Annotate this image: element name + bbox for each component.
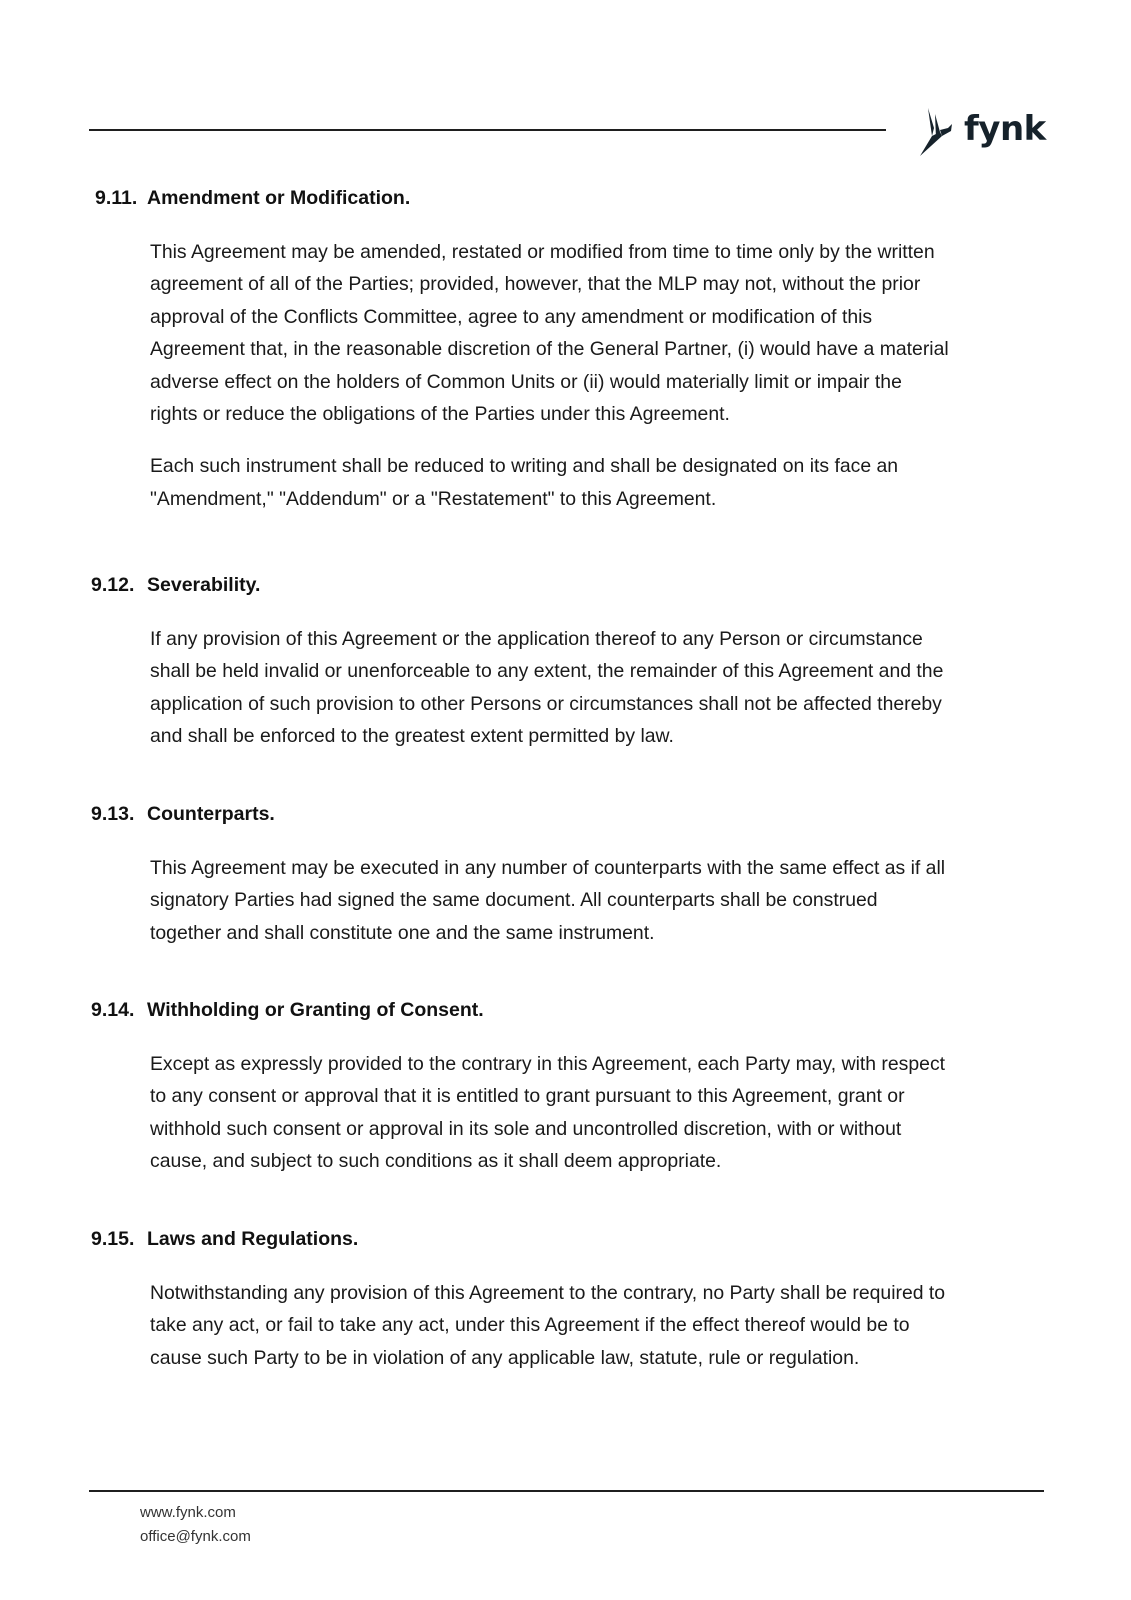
section-number: 9.13.: [91, 803, 135, 825]
section-title: Counterparts.: [147, 803, 275, 825]
paragraph: [89, 450, 1049, 515]
text-line: "Amendment," "Addendum" or a "Restatement" to this Agreement.: [150, 487, 717, 510]
brand-logo: [918, 104, 1046, 160]
paragraph: [89, 1048, 1049, 1178]
section-9-15: [89, 1227, 1049, 1374]
section-number: 9.14.: [91, 999, 135, 1021]
bird-logo-icon: [918, 106, 958, 158]
text-line: approval of the Conflicts Committee, agree to any amendment or modification of this: [150, 305, 873, 328]
paragraph: [89, 236, 1049, 430]
section-9-13: [89, 802, 1049, 949]
paragraph: [89, 1277, 1049, 1374]
text-line: Except as expressly provided to the contrary in this Agreement, each Party may, with respect: [150, 1053, 946, 1075]
section-title: Severability.: [147, 574, 261, 596]
section-heading: [89, 998, 1049, 1022]
text-line: If any provision of this Agreement or the application thereof to any Person or circumstance: [150, 628, 923, 650]
section-heading: [89, 1227, 1049, 1251]
text-line: Agreement that, in the reasonable discretion of the General Partner, (i) would have a material: [150, 338, 949, 361]
section-9-12: [89, 573, 1049, 753]
text-line: cause such Party to be in violation of any applicable law, statute, rule or regulation.: [150, 1346, 860, 1369]
section-title: Amendment or Modification.: [147, 187, 411, 209]
text-line: This Agreement may be executed in any number of counterparts with the same effect as if all: [150, 857, 946, 879]
text-line: cause, and subject to such conditions as it shall deem appropriate.: [150, 1150, 722, 1173]
footer-divider: [89, 1490, 1044, 1492]
section-9-14: [89, 998, 1049, 1178]
text-line: Each such instrument shall be reduced to writing and shall be designated on its face an: [150, 455, 899, 478]
footer-email-link[interactable]: office@fynk.com: [140, 1528, 251, 1545]
text-line: agreement of all of the Parties; provided, however, that the MLP may not, without the prior: [150, 273, 921, 296]
text-line: shall be held invalid or unenforceable to any extent, the remainder of this Agreement and the: [150, 660, 944, 683]
text-line: to any consent or approval that it is entitled to grant pursuant to this Agreement, grant or: [150, 1085, 905, 1108]
header-divider: [89, 129, 886, 131]
text-line: adverse effect on the holders of Common Units or (ii) would materially limit or impair the: [150, 370, 902, 393]
section-9-11: [89, 186, 1049, 515]
section-number: 9.15.: [91, 1228, 135, 1250]
text-line: signatory Parties had signed the same document. All counterparts shall be construed: [150, 889, 878, 912]
section-title: Withholding or Granting of Consent.: [147, 999, 484, 1021]
text-line: Notwithstanding any provision of this Agreement to the contrary, no Party shall be required to: [150, 1282, 946, 1304]
text-line: application of such provision to other Persons or circumstances shall not be affected thereby: [150, 692, 942, 715]
text-line: This Agreement may be amended, restated or modified from time to time only by the written: [150, 241, 935, 263]
section-number: 9.12.: [91, 574, 135, 596]
brand-name: fynk: [964, 109, 1046, 149]
paragraph: [89, 623, 1049, 753]
text-line: together and shall constitute one and the same instrument.: [150, 921, 655, 944]
text-line: take any act, or fail to take any act, under this Agreement if the effect thereof would be to: [150, 1314, 910, 1337]
text-line: rights or reduce the obligations of the Parties under this Agreement.: [150, 403, 730, 426]
paragraph: [89, 852, 1049, 949]
section-heading: [89, 186, 1049, 210]
section-heading: [89, 802, 1049, 826]
section-heading: [89, 573, 1049, 597]
section-number: 9.11.: [95, 187, 138, 209]
footer-website-link[interactable]: www.fynk.com: [140, 1504, 236, 1521]
section-title: Laws and Regulations.: [147, 1228, 359, 1250]
text-line: withhold such consent or approval in its sole and uncontrolled discretion, with or without: [150, 1117, 902, 1140]
text-line: and shall be enforced to the greatest extent permitted by law.: [150, 725, 674, 748]
